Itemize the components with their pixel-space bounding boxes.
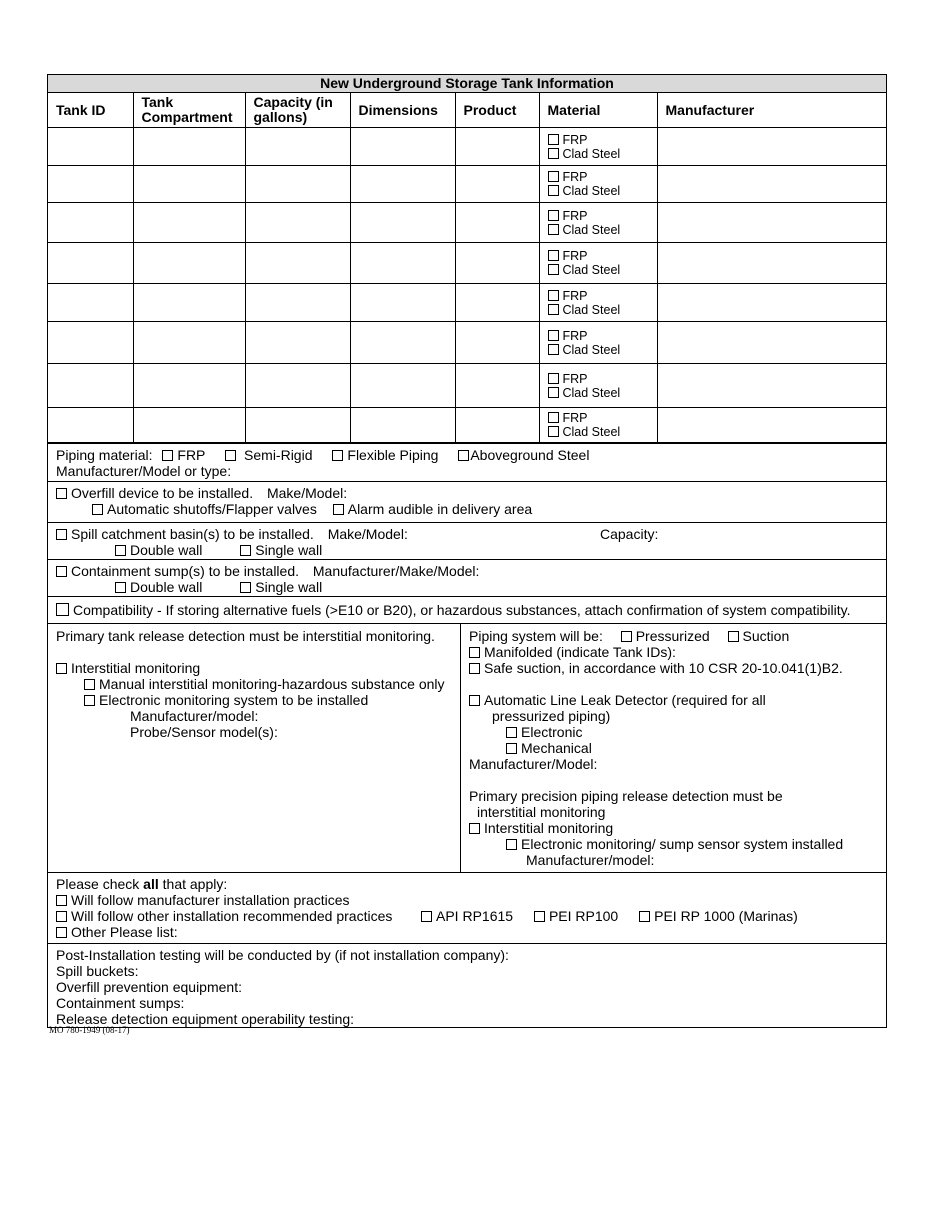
other-practices-label: Will follow other installation recommended practices xyxy=(71,908,393,924)
alld-label: Automatic Line Leak Detector (required for all xyxy=(484,692,766,708)
manual-interstitial-checkbox[interactable] xyxy=(84,679,95,690)
piping-frp-checkbox[interactable] xyxy=(162,450,173,461)
clad-steel-label: Clad Steel xyxy=(562,385,621,400)
other-list-checkbox[interactable] xyxy=(56,927,67,938)
safe-suction-checkbox[interactable] xyxy=(469,663,480,674)
safe-suction-label: Safe suction, in accordance with 10 CSR 20-10.041(1)B2. xyxy=(484,660,843,676)
tank-compartment-cell[interactable] xyxy=(133,408,245,443)
tank-release-detection xyxy=(48,624,461,872)
clad-steel-label: Clad Steel xyxy=(562,425,621,439)
table-row xyxy=(48,284,886,322)
frp-checkbox[interactable] xyxy=(548,210,559,221)
capacity-cell[interactable] xyxy=(245,364,350,408)
spill-double-wall-label: Double wall xyxy=(130,542,203,558)
sump-sensor-label: Electronic monitoring/ sump sensor system installed xyxy=(521,836,844,852)
tank-compartment-cell[interactable] xyxy=(133,203,245,243)
overfill-label: Overfill device to be installed. xyxy=(71,485,254,501)
containment-label: Containment sump(s) to be installed. xyxy=(71,563,299,579)
clad-steel-checkbox[interactable] xyxy=(548,387,559,398)
frp-checkbox[interactable] xyxy=(548,373,559,384)
tank-detection-manufacturer-label: Manufacturer/model: xyxy=(130,708,259,724)
clad-steel-checkbox[interactable] xyxy=(548,185,559,196)
clad-steel-label: Clad Steel xyxy=(562,146,621,161)
tank-compartment-cell[interactable] xyxy=(133,243,245,284)
capacity-cell[interactable] xyxy=(245,243,350,284)
tank-id-cell[interactable] xyxy=(48,203,133,243)
overfill-make-model-label: Make/Model: xyxy=(266,485,348,501)
containment-section xyxy=(48,559,886,596)
tank-id-cell[interactable] xyxy=(48,243,133,284)
alarm-audible-checkbox[interactable] xyxy=(333,504,344,515)
piping-semi-rigid-checkbox[interactable] xyxy=(225,450,236,461)
frp-label: FRP xyxy=(562,288,588,303)
alld-mechanical-checkbox[interactable] xyxy=(506,743,517,754)
practices-heading-post: that apply: xyxy=(158,876,228,892)
api-rp1615-checkbox[interactable] xyxy=(421,911,432,922)
dimensions-cell[interactable] xyxy=(350,166,455,203)
api-rp1615-label: API RP1615 xyxy=(436,908,514,924)
pressurized-label: Pressurized xyxy=(635,628,710,644)
table-row xyxy=(48,128,886,166)
capacity-cell[interactable] xyxy=(245,322,350,364)
product-cell[interactable] xyxy=(455,166,539,203)
release-detection-section xyxy=(48,623,886,872)
tank-table-body xyxy=(48,128,886,443)
frp-checkbox[interactable] xyxy=(548,290,559,301)
piping-frp-label: FRP xyxy=(177,447,206,463)
electronic-monitoring-label: Electronic monitoring system to be installed xyxy=(99,692,369,708)
alld-mechanical-label: Mechanical xyxy=(521,740,592,756)
piping-aboveground-steel-label: Aboveground Steel xyxy=(470,447,590,463)
spill-single-wall-checkbox[interactable] xyxy=(240,545,251,556)
tank-compartment-cell[interactable] xyxy=(133,364,245,408)
piping-semi-rigid-label: Semi-Rigid xyxy=(244,447,313,463)
containment-make-model-label: Manufacturer/Make/Model: xyxy=(312,563,480,579)
manufacturer-cell[interactable] xyxy=(657,408,886,443)
tank-interstitial-label: Interstitial monitoring xyxy=(71,660,201,676)
practices-heading-bold: all xyxy=(143,876,159,892)
frp-checkbox[interactable] xyxy=(548,134,559,145)
automatic-shutoffs-label: Automatic shutoffs/Flapper valves xyxy=(107,501,317,517)
tank-id-cell[interactable] xyxy=(48,128,133,166)
spill-single-wall-label: Single wall xyxy=(255,542,323,558)
capacity-cell[interactable] xyxy=(245,203,350,243)
containment-single-wall-checkbox[interactable] xyxy=(240,582,251,593)
capacity-cell[interactable] xyxy=(245,408,350,443)
capacity-cell[interactable] xyxy=(245,128,350,166)
piping-system-label: Piping system will be: xyxy=(469,628,603,644)
clad-steel-checkbox[interactable] xyxy=(548,304,559,315)
frp-label: FRP xyxy=(562,249,588,263)
tank-compartment-cell[interactable] xyxy=(133,284,245,322)
probe-sensor-label: Probe/Sensor model(s): xyxy=(130,724,278,740)
header-material: Material xyxy=(539,93,657,128)
form-title: New Underground Storage Tank Information xyxy=(48,75,886,93)
header-manufacturer: Manufacturer xyxy=(657,93,886,128)
tank-interstitial-checkbox[interactable] xyxy=(56,663,67,674)
material-cell xyxy=(539,408,657,443)
overfill-section xyxy=(48,481,886,522)
product-cell[interactable] xyxy=(455,322,539,364)
clad-steel-checkbox[interactable] xyxy=(548,148,559,159)
clad-steel-checkbox[interactable] xyxy=(548,344,559,355)
tank-id-cell[interactable] xyxy=(48,322,133,364)
frp-checkbox[interactable] xyxy=(548,250,559,261)
header-dimensions: Dimensions xyxy=(350,93,455,128)
testing-section xyxy=(48,943,886,1027)
clad-steel-checkbox[interactable] xyxy=(548,264,559,275)
product-cell[interactable] xyxy=(455,243,539,284)
alld-manufacturer-label: Manufacturer/Model: xyxy=(469,756,598,772)
clad-steel-checkbox[interactable] xyxy=(548,426,559,437)
header-product: Product xyxy=(455,93,539,128)
alarm-audible-label: Alarm audible in delivery area xyxy=(347,501,533,517)
frp-label: FRP xyxy=(562,170,588,184)
table-row xyxy=(48,408,886,443)
practices-section xyxy=(48,872,886,943)
capacity-cell[interactable] xyxy=(245,166,350,203)
manufacturer-cell[interactable] xyxy=(657,166,886,203)
pei-rp100-checkbox[interactable] xyxy=(534,911,545,922)
alld-label-continued: pressurized piping) xyxy=(492,708,611,724)
clad-steel-checkbox[interactable] xyxy=(548,224,559,235)
dimensions-cell[interactable] xyxy=(350,364,455,408)
tank-table xyxy=(48,93,886,443)
capacity-cell[interactable] xyxy=(245,284,350,322)
spill-label: Spill catchment basin(s) to be installed. xyxy=(71,526,314,542)
manufacturer-cell[interactable] xyxy=(657,284,886,322)
spill-make-model-label: Make/Model: xyxy=(327,526,408,542)
automatic-shutoffs-checkbox[interactable] xyxy=(92,504,103,515)
material-cell xyxy=(539,243,657,284)
spill-double-wall-checkbox[interactable] xyxy=(115,545,126,556)
pei-rp100-label: PEI RP100 xyxy=(548,908,619,924)
piping-material-section xyxy=(48,443,886,481)
frp-label: FRP xyxy=(562,208,588,223)
frp-checkbox[interactable] xyxy=(548,330,559,341)
manufacturer-cell[interactable] xyxy=(657,203,886,243)
tank-detection-heading: Primary tank release detection must be interstitial monitoring. xyxy=(56,628,435,644)
header-tank-id: Tank ID xyxy=(48,93,133,128)
tank-id-cell[interactable] xyxy=(48,408,133,443)
piping-manufacturer-label: Manufacturer/Model or type: xyxy=(56,463,232,479)
testing-overfill-label: Overfill prevention equipment: xyxy=(56,979,242,995)
frp-checkbox[interactable] xyxy=(548,412,559,423)
frp-label: FRP xyxy=(562,132,588,147)
piping-flexible-checkbox[interactable] xyxy=(332,450,343,461)
product-cell[interactable] xyxy=(455,128,539,166)
header-tank-compartment: Tank Compartment xyxy=(133,93,245,128)
tank-id-cell[interactable] xyxy=(48,284,133,322)
alld-electronic-checkbox[interactable] xyxy=(506,727,517,738)
compatibility-label: Compatibility - If storing alternative fuels (>E10 or B20), or hazardous substances, attach confirmation of system compatibility. xyxy=(73,602,851,618)
spill-section xyxy=(48,522,886,559)
piping-interstitial-label: Interstitial monitoring xyxy=(484,820,614,836)
electronic-monitoring-checkbox[interactable] xyxy=(84,695,95,706)
manual-interstitial-label: Manual interstitial monitoring-hazardous substance only xyxy=(99,676,445,692)
containment-double-wall-checkbox[interactable] xyxy=(115,582,126,593)
piping-material-label: Piping material: xyxy=(56,447,153,463)
dimensions-cell[interactable] xyxy=(350,322,455,364)
pei-rp1000-label: PEI RP 1000 (Marinas) xyxy=(654,908,798,924)
form-code: MO 780-1949 (08-17) xyxy=(49,1025,130,1035)
tank-compartment-cell[interactable] xyxy=(133,166,245,203)
practices-heading xyxy=(56,876,878,892)
header-capacity: Capacity (in gallons) xyxy=(245,93,350,128)
product-cell[interactable] xyxy=(455,408,539,443)
frp-label: FRP xyxy=(562,328,588,343)
material-cell xyxy=(539,128,657,166)
dimensions-cell[interactable] xyxy=(350,408,455,443)
clad-steel-label: Clad Steel xyxy=(562,302,621,317)
manifolded-label: Manifolded (indicate Tank IDs): xyxy=(484,644,676,660)
precision-heading: Primary precision piping release detection must be xyxy=(469,788,783,804)
testing-containment-label: Containment sumps: xyxy=(56,995,185,1011)
clad-steel-label: Clad Steel xyxy=(562,184,621,198)
sump-manufacturer-label: Manufacturer/model: xyxy=(526,852,655,868)
manifolded-checkbox[interactable] xyxy=(469,647,480,658)
product-cell[interactable] xyxy=(455,203,539,243)
suction-checkbox[interactable] xyxy=(728,631,739,642)
manufacturer-cell[interactable] xyxy=(657,128,886,166)
overfill-checkbox[interactable] xyxy=(56,488,67,499)
alld-electronic-label: Electronic xyxy=(521,724,583,740)
manufacturer-cell[interactable] xyxy=(657,322,886,364)
piping-interstitial-checkbox[interactable] xyxy=(469,823,480,834)
tank-compartment-cell[interactable] xyxy=(133,128,245,166)
tank-compartment-cell[interactable] xyxy=(133,322,245,364)
piping-aboveground-steel-checkbox[interactable] xyxy=(458,450,469,461)
other-list-label: Other Please list: xyxy=(71,924,178,940)
manufacturer-practices-label: Will follow manufacturer installation practices xyxy=(71,892,350,908)
dimensions-cell[interactable] xyxy=(350,203,455,243)
clad-steel-label: Clad Steel xyxy=(562,263,621,277)
practices-heading-pre: Please check xyxy=(56,876,144,892)
table-row xyxy=(48,243,886,284)
tank-table-header xyxy=(48,93,886,128)
frp-label: FRP xyxy=(562,371,588,386)
pei-rp1000-checkbox[interactable] xyxy=(639,911,650,922)
testing-spill-label: Spill buckets: xyxy=(56,963,139,979)
other-practices-checkbox[interactable] xyxy=(56,911,67,922)
spill-checkbox[interactable] xyxy=(56,529,67,540)
material-cell xyxy=(539,203,657,243)
containment-double-wall-label: Double wall xyxy=(130,579,203,595)
precision-heading-continued: interstitial monitoring xyxy=(477,804,606,820)
table-row xyxy=(48,203,886,243)
table-row xyxy=(48,166,886,203)
testing-heading: Post-Installation testing will be conducted by (if not installation company): xyxy=(56,947,509,963)
testing-release-label: Release detection equipment operability testing: xyxy=(56,1011,355,1027)
ust-form xyxy=(47,74,887,1028)
sump-sensor-checkbox[interactable] xyxy=(506,839,517,850)
table-row xyxy=(48,364,886,408)
manufacturer-cell[interactable] xyxy=(657,364,886,408)
containment-single-wall-label: Single wall xyxy=(255,579,323,595)
compatibility-section xyxy=(48,596,886,623)
manufacturer-cell[interactable] xyxy=(657,243,886,284)
frp-label: FRP xyxy=(562,411,588,425)
material-cell xyxy=(539,364,657,408)
table-row xyxy=(48,322,886,364)
material-cell xyxy=(539,166,657,203)
material-cell xyxy=(539,322,657,364)
alld-checkbox[interactable] xyxy=(469,695,480,706)
containment-checkbox[interactable] xyxy=(56,566,67,577)
dimensions-cell[interactable] xyxy=(350,128,455,166)
product-cell[interactable] xyxy=(455,284,539,322)
spill-capacity-label: Capacity: xyxy=(600,526,659,542)
clad-steel-label: Clad Steel xyxy=(562,342,621,357)
frp-checkbox[interactable] xyxy=(548,171,559,182)
pressurized-checkbox[interactable] xyxy=(621,631,632,642)
dimensions-cell[interactable] xyxy=(350,284,455,322)
piping-flexible-label: Flexible Piping xyxy=(347,447,439,463)
suction-label: Suction xyxy=(742,628,790,644)
piping-release-detection xyxy=(461,624,886,872)
tank-id-cell[interactable] xyxy=(48,166,133,203)
compatibility-checkbox[interactable] xyxy=(56,603,69,616)
material-cell xyxy=(539,284,657,322)
product-cell[interactable] xyxy=(455,364,539,408)
tank-id-cell[interactable] xyxy=(48,364,133,408)
dimensions-cell[interactable] xyxy=(350,243,455,284)
manufacturer-practices-checkbox[interactable] xyxy=(56,895,67,906)
clad-steel-label: Clad Steel xyxy=(562,222,621,237)
